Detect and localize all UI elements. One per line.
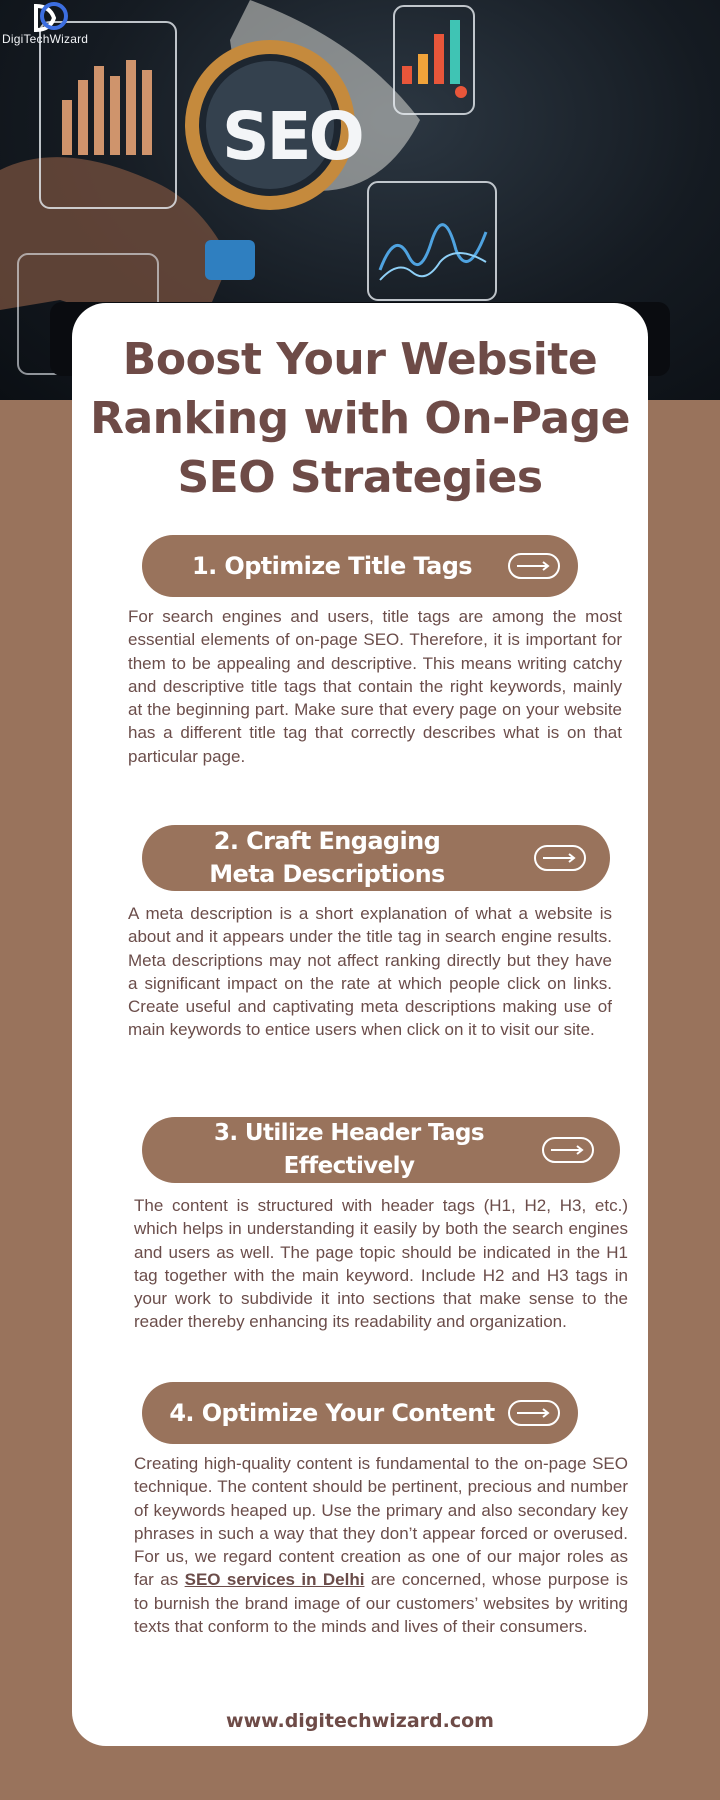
section-4-body (134, 1452, 628, 1638)
section-4-heading-pill[interactable] (142, 1382, 578, 1444)
section-3-body: The content is structured with header tags (H1, H2, H3, etc.) which helps in understanding it easily by both the search engines and users as well. The page topic should be indicated in the H1 tag together with the main keyword. Include H2 and H3 tags in your work to subdivide it into sections that make sense to the reader thereby enhancing its readability and organization. (134, 1196, 628, 1332)
section-3-heading-pill[interactable] (142, 1117, 620, 1183)
section-4-body-before: Creating high-quality content is fundamental to the on-page SEO technique. The content should be pertinent, precious and number of keywords heaped up. Use the primary and also secondary key phrases in such a way that they don’t appear forced or overused. For us, we regard content creation as one of our major roles as far as (134, 1454, 628, 1590)
section-4-heading: 4. Optimize Your Content (169, 1398, 495, 1427)
seo-hero-word: SEO (222, 98, 362, 175)
section-3-heading: 3. Utilize Header Tags Effectively (213, 1120, 485, 1179)
footer-website-url[interactable]: www.digitechwizard.com (226, 1710, 494, 1732)
page-title: Boost Your Website Ranking with On-Page SEO Strategies (90, 334, 630, 503)
section-4-body-after: are concerned, whose purpose is to burnish the brand image of our customers’ websites by writing texts that conform to the minds and lives of their consumers. (134, 1570, 628, 1637)
section-2-heading: 2. Craft Engaging Meta Descriptions (209, 827, 445, 888)
arrow-right-icon (542, 1137, 594, 1163)
arrow-right-icon (508, 1400, 560, 1426)
brand-name: DigiTechWizard (2, 32, 89, 46)
section-2-heading-pill[interactable] (142, 825, 610, 891)
arrow-right-icon (508, 553, 560, 579)
section-1-body: For search engines and users, title tags are among the most essential elements of on-page SEO. Therefore, it is important for them to be appealing and descriptive. This means writing catchy and descriptive title tags that contain the right keywords, mainly at the beginning part. Make sure that every page on your website has a different title tag that correctly describes what is on that particular page. (128, 607, 622, 766)
section-1-heading: 1. Optimize Title Tags (192, 551, 472, 580)
seo-services-delhi-link[interactable]: SEO services in Delhi (184, 1570, 365, 1590)
arrow-right-icon (534, 845, 586, 871)
section-1-heading-pill[interactable] (142, 535, 578, 597)
section-2-body: A meta description is a short explanation of what a website is about and it appears under the title tag in search engine results. Meta descriptions may not affect ranking directly but they have a significant impact on the rate at which people click on links. Create useful and captivating meta descriptions making use of main keywords to entice users when click on it to visit our site. (128, 904, 612, 1040)
